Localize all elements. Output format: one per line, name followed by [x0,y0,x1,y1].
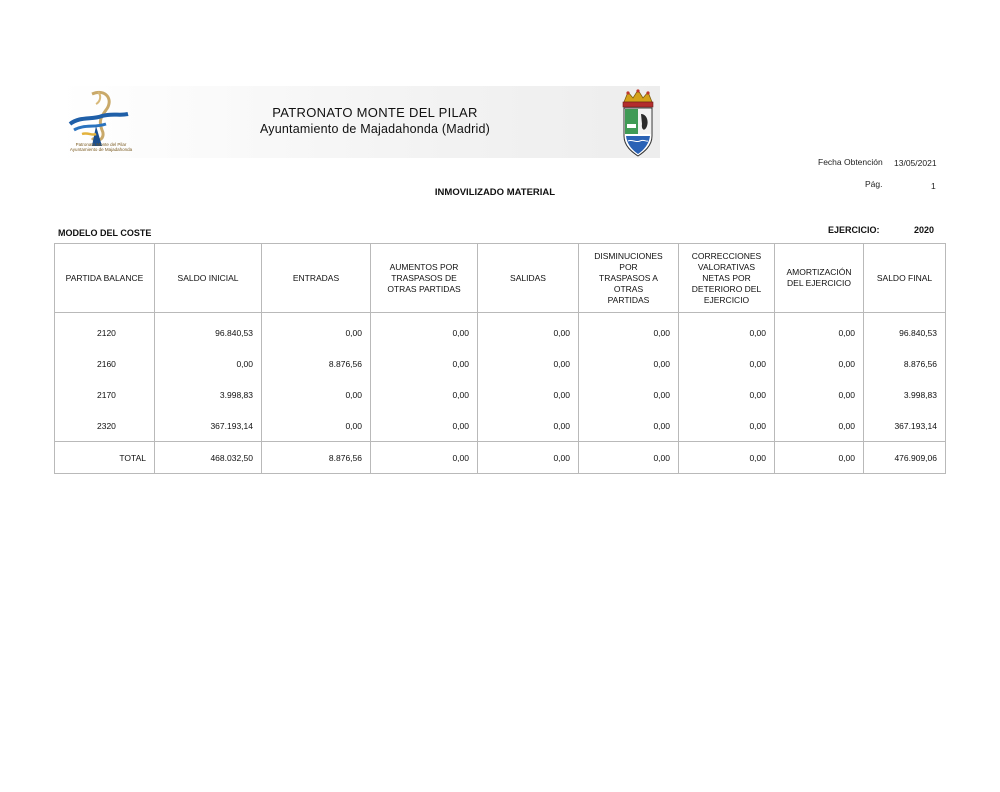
table-cell: 0,00 [775,410,864,442]
table-row [55,410,946,442]
total-cell: 8.876,56 [262,442,371,474]
table-cell: 0,00 [679,313,775,349]
table-cell: 0,00 [579,348,679,379]
table-cell: 0,00 [371,379,478,410]
table-cell: 0,00 [579,379,679,410]
table-cell: 96.840,53 [864,313,946,349]
organization-title: PATRONATO MONTE DEL PILAR [272,105,478,120]
logo-caption-line-1: Patronato Monte del Pilar [75,142,127,147]
logo-caption-line-2: Ayuntamiento de Majadahonda [69,147,133,152]
total-cell: 0,00 [775,442,864,474]
column-header: ENTRADAS [262,244,371,313]
table-cell: 3.998,83 [864,379,946,410]
inmovilizado-table [54,243,946,474]
table-cell: 0,00 [478,410,579,442]
column-header: SALIDAS [478,244,579,313]
column-header: CORRECCIONES VALORATIVAS NETAS POR DETERIORO DEL EJERCICIO [679,244,775,313]
column-header: AUMENTOS POR TRASPASOS DE OTRAS PARTIDAS [371,244,478,313]
table-cell: 0,00 [262,379,371,410]
table-cell: 0,00 [579,410,679,442]
table-cell: 0,00 [775,313,864,349]
table-cell: 0,00 [262,313,371,349]
total-cell: 468.032,50 [155,442,262,474]
organization-subtitle: Ayuntamiento de Majadahonda (Madrid) [259,122,491,136]
table-cell: 0,00 [155,348,262,379]
table-header-row [55,244,946,313]
table-cell: 0,00 [679,379,775,410]
table-cell: 0,00 [478,313,579,349]
table-row [55,379,946,410]
report-title: INMOVILIZADO MATERIAL [434,187,556,198]
total-label: TOTAL [55,442,155,474]
table-cell: 0,00 [371,410,478,442]
column-header: DISMINUCIONES POR TRASPASOS A OTRAS PARTIDAS [579,244,679,313]
table-cell: 0,00 [579,313,679,349]
page-label: Pág. [865,179,883,189]
column-header: AMORTIZACIÓN DEL EJERCICIO [775,244,864,313]
column-header: PARTIDA BALANCE [55,244,155,313]
table-cell: 0,00 [371,313,478,349]
table-cell: 0,00 [679,348,775,379]
table-cell: 0,00 [775,379,864,410]
table-cell: 2160 [55,348,155,379]
table-cell: 367.193,14 [155,410,262,442]
ejercicio-label: EJERCICIO: [828,225,880,235]
total-cell: 0,00 [371,442,478,474]
table-cell: 0,00 [679,410,775,442]
ejercicio-value: 2020 [914,225,935,235]
majadahonda-crest-icon [616,88,660,158]
total-cell: 0,00 [679,442,775,474]
fecha-obtencion-value: 13/05/2021 [894,158,937,168]
table-cell: 0,00 [775,348,864,379]
column-header: SALDO FINAL [864,244,946,313]
table-cell: 2120 [55,313,155,349]
page-number: 1 [931,181,936,191]
table-row [55,313,946,349]
table-row [55,348,946,379]
table-cell: 0,00 [371,348,478,379]
table-cell: 8.876,56 [864,348,946,379]
table-cell: 0,00 [478,379,579,410]
table-cell: 0,00 [262,410,371,442]
table-cell: 2320 [55,410,155,442]
table-cell: 96.840,53 [155,313,262,349]
table-cell: 367.193,14 [864,410,946,442]
table-cell: 0,00 [478,348,579,379]
total-row [55,442,946,474]
column-header: SALDO INICIAL [155,244,262,313]
total-cell: 0,00 [478,442,579,474]
section-label: MODELO DEL COSTE [58,228,152,238]
total-cell: 0,00 [579,442,679,474]
fecha-obtencion-label: Fecha Obtención [818,157,883,167]
table-cell: 8.876,56 [262,348,371,379]
table-cell: 2170 [55,379,155,410]
total-cell: 476.909,06 [864,442,946,474]
logo-caption [56,142,146,152]
table-cell: 3.998,83 [155,379,262,410]
